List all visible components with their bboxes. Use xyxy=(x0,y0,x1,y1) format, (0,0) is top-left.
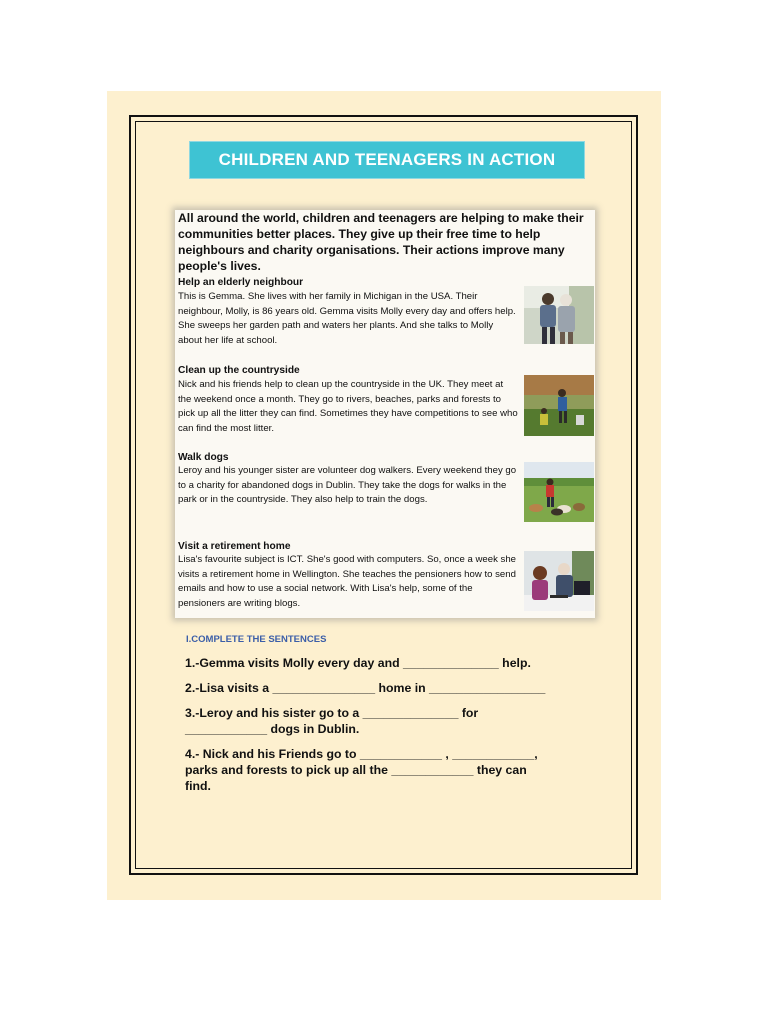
question-4-line-2: parks and forests to pick up all the ____________ they can xyxy=(185,763,527,777)
intro-paragraph: All around the world, children and teenagers are helping to make their communities better places. They give up their free time to help neighbours and charity organisations. Their actions improve many people's lives. xyxy=(178,211,584,273)
question-1: 1.-Gemma visits Molly every day and ______________ help. xyxy=(185,656,531,670)
elderly-neighbour-photo xyxy=(524,286,594,344)
section-title-elderly: Help an elderly neighbour xyxy=(178,277,304,288)
section-title-dogs: Walk dogs xyxy=(178,452,229,463)
exercise-heading: I.COMPLETE THE SENTENCES xyxy=(186,634,327,645)
section-body-elderly: This is Gemma. She lives with her family in Michigan in the USA. Their neighbour, Molly, is 86 years old. Gemma visits Molly every day and offers help. She sweeps her garden path and waters her plants. And she talks to Molly about her life at school. xyxy=(178,291,516,346)
section-body-dogs: Leroy and his younger sister are volunteer dog walkers. Every weekend they go to a charity for abandoned dogs in Dublin. They take the dogs for walks in the park or in the countryside. They also help to train the dogs. xyxy=(178,465,517,506)
dog-walking-photo xyxy=(524,462,594,522)
section-body-retirement: Lisa's favourite subject is ICT. She's good with computers. So, once a week she visits a retirement home in Wellington. She teaches the pensioners how to send emails and how to use a social network. With Lisa's help, some of the pensioners are writing blogs. xyxy=(178,554,517,609)
question-3-line-1: 3.-Leroy and his sister go to a ______________ for xyxy=(185,706,479,720)
question-3-line-2: ____________ dogs in Dublin. xyxy=(185,722,360,736)
question-2: 2.-Lisa visits a _______________ home in _________________ xyxy=(185,681,546,695)
section-body-countryside: Nick and his friends help to clean up the countryside in the UK. They meet at the weekend once a month. They go to rivers, beaches, parks and forests to pick up all the litter they can find. Sometimes they have competitions to see who can find the most litter. xyxy=(178,379,518,434)
question-4-line-3: find. xyxy=(185,779,211,793)
retirement-home-photo xyxy=(524,551,594,611)
worksheet-page xyxy=(107,91,661,900)
section-title-retirement: Visit a retirement home xyxy=(178,541,291,552)
countryside-cleanup-photo xyxy=(524,375,594,436)
reading-card xyxy=(175,210,595,618)
section-title-countryside: Clean up the countryside xyxy=(178,365,300,376)
question-4-line-1: 4.- Nick and his Friends go to ____________ , ____________, xyxy=(185,747,538,761)
page-title: CHILDREN AND TEENAGERS IN ACTION xyxy=(189,141,585,179)
